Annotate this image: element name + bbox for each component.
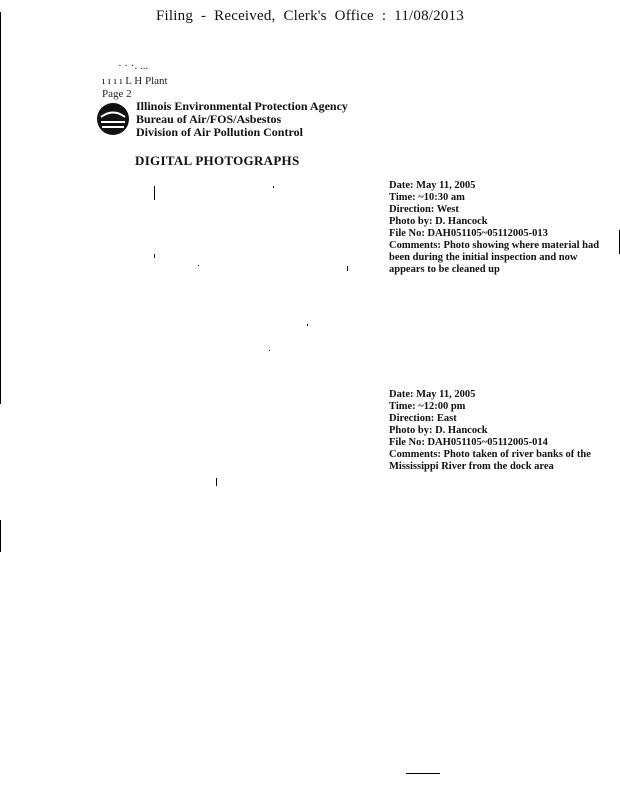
- footer-rule: [406, 773, 440, 774]
- photo-1-photographer: Photo by: D. Hancock: [389, 216, 488, 227]
- scan-edge-line-lower: [0, 520, 1, 552]
- agency-bureau: Bureau of Air/FOS/Asbestos: [136, 112, 282, 126]
- header-line-1: · · ·. ...: [118, 60, 149, 72]
- photo-1-time: Time: ~10:30 am: [389, 192, 465, 203]
- scan-speck: [307, 324, 308, 326]
- scan-speck: [216, 478, 217, 486]
- header-facility-line: ı ı ı ı L H Plant: [102, 75, 168, 87]
- agency-block: [136, 100, 348, 139]
- scan-speck: [198, 265, 199, 266]
- photo-2-time: Time: ~12:00 pm: [389, 401, 466, 412]
- photo-1-file-no: File No: DAH051105~05112005-013: [389, 228, 548, 239]
- scan-edge-line: [0, 12, 1, 404]
- scan-speck: [347, 266, 348, 271]
- filing-stamp: Filing - Received, Clerk's Office : 11/08/2013: [156, 8, 464, 24]
- agency-name: Illinois Environmental Protection Agency: [136, 99, 348, 113]
- header-page-line: Page 2: [102, 88, 132, 100]
- photo-2-date: Date: May 11, 2005: [389, 389, 476, 400]
- photo-1-date: Date: May 11, 2005: [389, 180, 476, 191]
- page-title: DIGITAL PHOTOGRAPHS: [135, 153, 300, 168]
- agency-division: Division of Air Pollution Control: [136, 125, 303, 139]
- photo-1-comments: Comments: Photo showing where material had been during the initial inspection and now appears to be cleaned up: [389, 240, 600, 275]
- scan-speck: [273, 186, 274, 188]
- photo-1-direction: Direction: West: [389, 204, 459, 215]
- photo-caption-2: [389, 389, 609, 473]
- photo-caption-1: [389, 180, 609, 276]
- iepa-seal-icon: [96, 102, 130, 136]
- scan-speck: [154, 254, 155, 258]
- photo-2-direction: Direction: East: [389, 413, 457, 424]
- photo-2-comments: Comments: Photo taken of river banks of the Mississippi River from the dock area: [389, 449, 591, 472]
- scan-speck: [269, 350, 270, 351]
- photo-2-photographer: Photo by: D. Hancock: [389, 425, 488, 436]
- photo-2-file-no: File No: DAH051105~05112005-014: [389, 437, 548, 448]
- scan-speck: [154, 186, 155, 200]
